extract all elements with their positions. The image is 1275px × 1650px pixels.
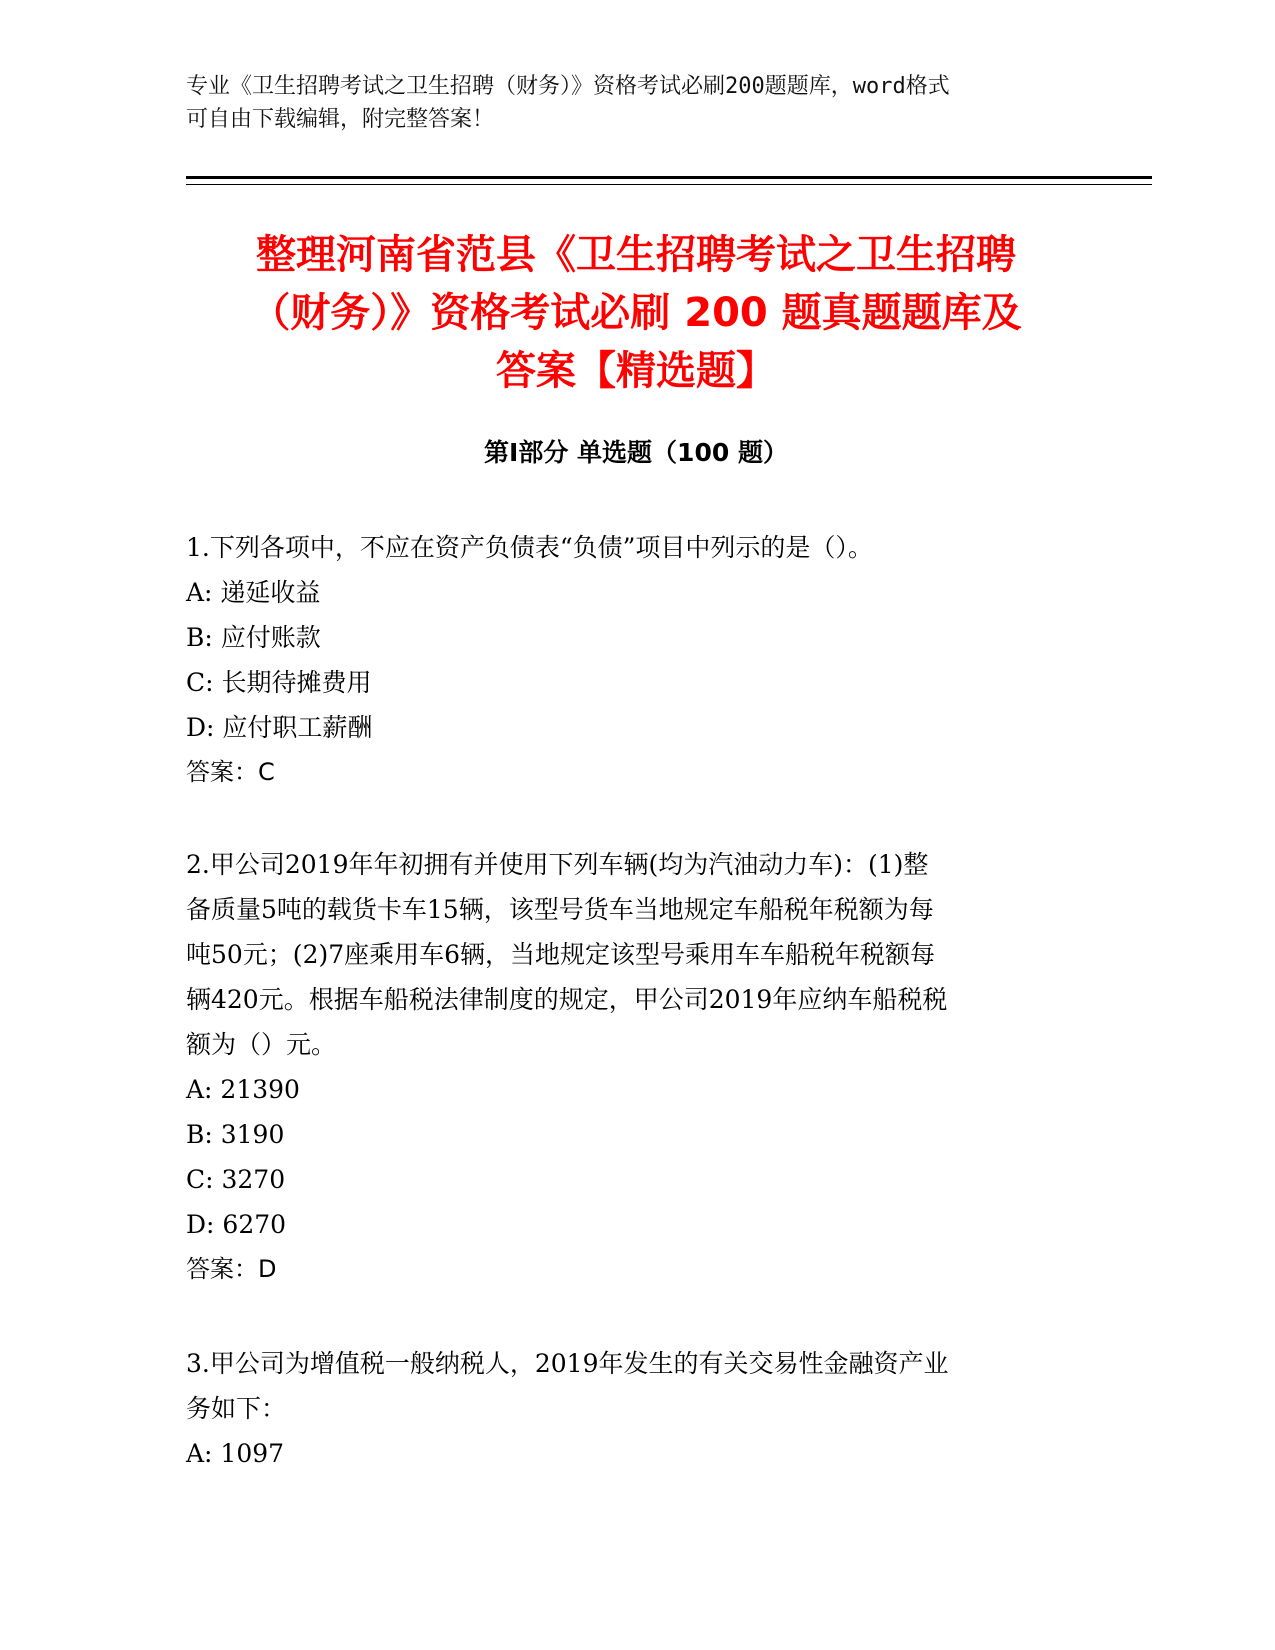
answer-line: 答案：C [186, 758, 275, 786]
stem-line: 辆420元。根据车船税法律制度的规定，甲公司2019年应纳车船税税 [186, 985, 948, 1014]
option-a: A: 1097 [186, 1439, 285, 1468]
stem-line: 3.甲公司为增值税一般纳税人，2019年发生的有关交易性金融资产业 [186, 1349, 949, 1378]
option-a: A: 递延收益 [186, 578, 321, 607]
section-heading: 第Ⅰ部分 单选题（100 题） [484, 438, 788, 467]
header-note [186, 70, 1066, 136]
option-d: D: 6270 [186, 1210, 287, 1239]
stem-line: 1.下列各项中，不应在资产负债表“负债”项目中列示的是（）。 [186, 533, 873, 562]
option-a: A: 21390 [186, 1075, 300, 1104]
title-line: 答案【精选题】 [496, 348, 776, 394]
question-stem [186, 1341, 1086, 1431]
option-b: B: 3190 [186, 1120, 285, 1149]
header-note-line: 可自由下载编辑，附完整答案！ [186, 107, 495, 132]
title-line: （财务）》资格考试必刷 200 题真题题库及 [250, 290, 1022, 336]
stem-line: 备质量5吨的载货卡车15辆，该型号货车当地规定车船税年税额为每 [186, 895, 934, 924]
header-note-line: 专业《卫生招聘考试之卫生招聘（财务）》资格考试必刷200题题库，word格式 [186, 74, 950, 99]
stem-line: 务如下： [186, 1394, 287, 1423]
option-b: B: 应付账款 [186, 623, 321, 652]
question-stem [186, 525, 1086, 570]
title-line: 整理河南省范县《卫生招聘考试之卫生招聘 [256, 232, 1016, 278]
option-d: D: 应付职工薪酬 [186, 713, 373, 742]
stem-line: 2.甲公司2019年年初拥有并使用下列车辆(均为汽油动力车)：(1)整 [186, 850, 929, 879]
option-c: C: 长期待摊费用 [186, 668, 372, 697]
question-block [186, 842, 1086, 1292]
header-rule-thin [186, 184, 1152, 185]
stem-line: 额为（）元。 [186, 1030, 337, 1059]
question-block [186, 525, 1086, 795]
question-stem [186, 842, 1086, 1067]
question-block [186, 1341, 1086, 1476]
header-rule-thick [186, 176, 1152, 179]
option-c: C: 3270 [186, 1165, 286, 1194]
answer-line: 答案：D [186, 1255, 277, 1283]
stem-line: 吨50元；(2)7座乘用车6辆，当地规定该型号乘用车车船税年税额每 [186, 940, 936, 969]
document-title [186, 226, 1086, 400]
